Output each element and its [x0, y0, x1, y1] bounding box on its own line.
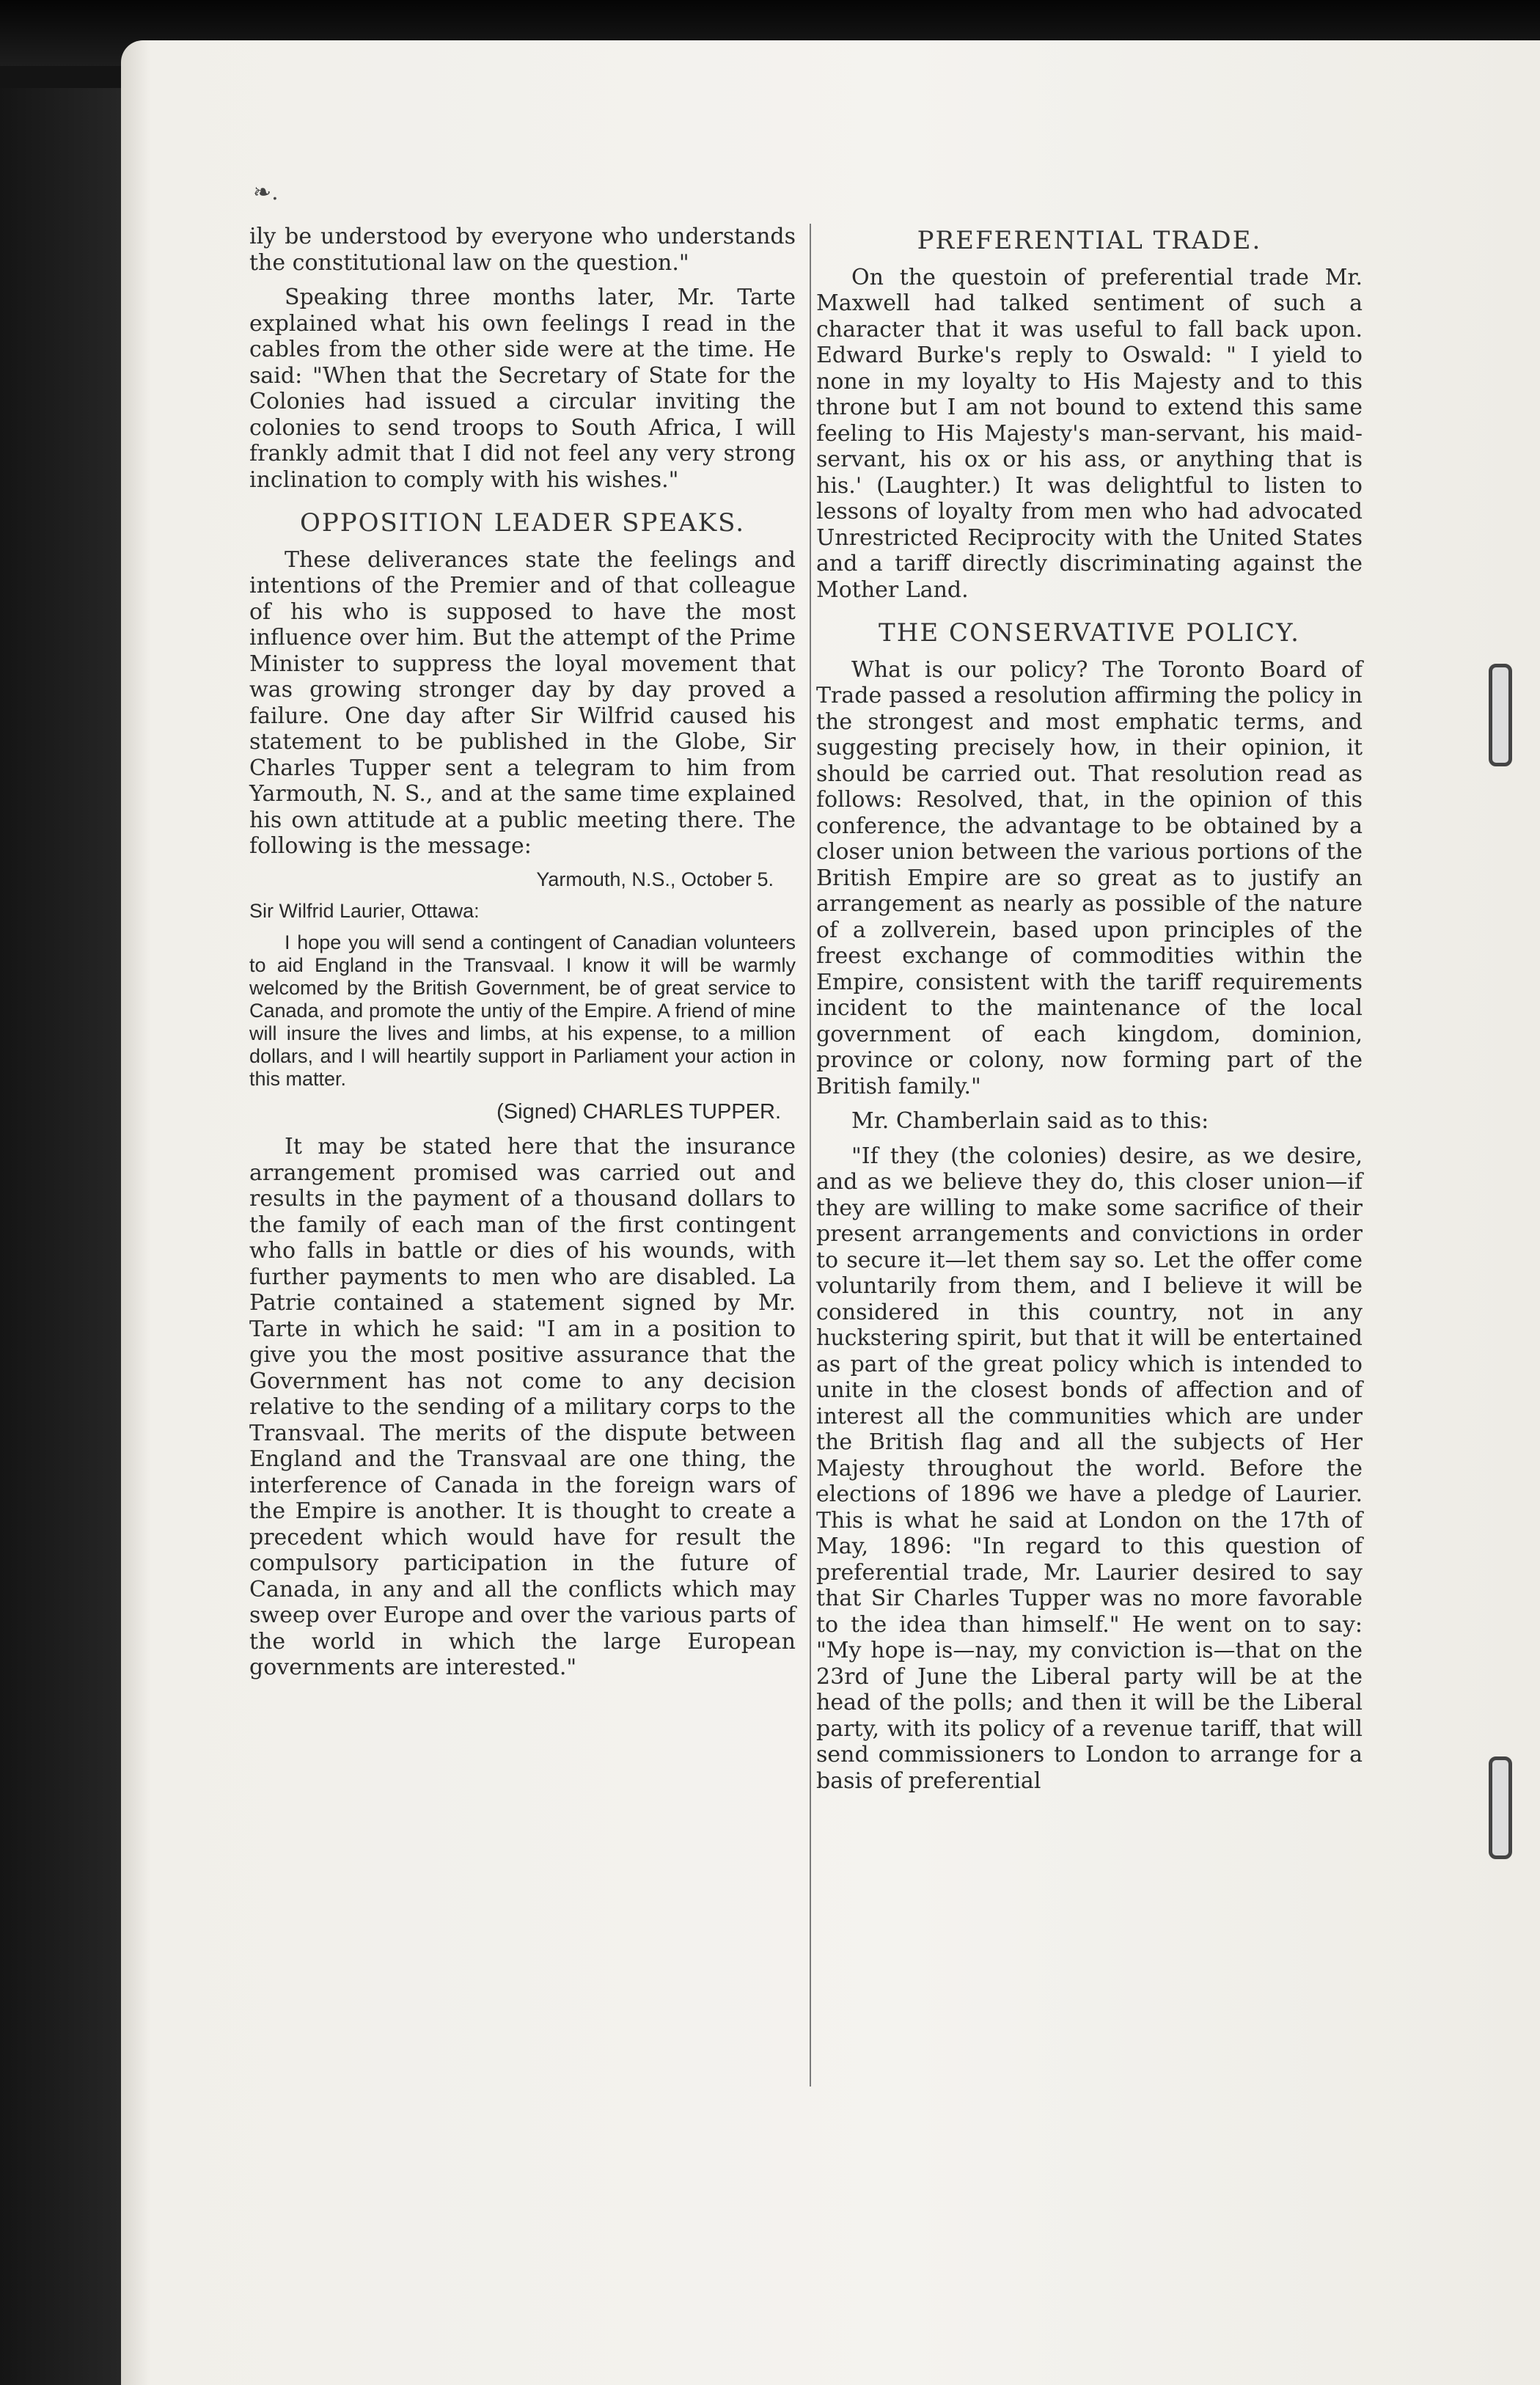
left-paragraph-4: It may be stated here that the insurance arrangement promised was carried out and results in the payment of a thousand dollars to the family of each man of the first contingent who falls in battle or dies of his wounds, with further payments to men who are disabled. La Patrie contained a statement signed by Mr. Tarte in which he said: "I am in a position to give you the most positive assurance that the Government has not come to any decision relative to the sending of a military corps to the Transvaal. The merits of the dispute between England and the Transvaal are one thing, the interference of Canada in the foreign wars of the Empire is another. It is thought to create a precedent which would have for result the compulsory participation in the future of Canada, in any and all the conflicts which may sweep over Europe and over the various parts of the world in which the large European governments are interested."	[249, 1134, 796, 1680]
page-mark: ❧.	[253, 180, 279, 205]
right-column	[816, 224, 1363, 1803]
telegram-place-date: Yarmouth, N.S., October 5.	[536, 868, 774, 890]
left-paragraph-3: These deliverances state the feelings and intentions of the Premier and of that colleague of his who is supposed to have the most influence over him. But the attempt of the Prime Minister to suppress the loyal movement that was growing stronger day by day proved a failure. One day after Sir Wilfrid caused his statement to be published in the Globe, Sir Charles Tupper sent a telegram to him from Yarmouth, N. S., and at the same time explained his own attitude at a public meeting there. The following is the message:	[249, 546, 796, 859]
right-paragraph-3: Mr. Chamberlain said as to this:	[851, 1108, 1209, 1134]
heading-opposition-leader: OPPOSITION LEADER SPEAKS.	[299, 508, 746, 538]
heading-preferential-trade: PREFERENTIAL TRADE.	[917, 226, 1262, 255]
telegram-signature: (Signed) CHARLES TUPPER.	[496, 1099, 781, 1124]
right-paragraph-4: "If they (the colonies) desire, as we desire, and as we believe they do, this closer union—if they are willing to make some sacrifice of their present arrangements and convictions in order to secure it—let them say so. Let the offer come voluntarily from them, and I believe it will be considered in this country, not in any huckstering spirit, but that it will be entertained as part of the great policy which is intended to unite in the closest bonds of affection and of interest all the communities which are under the British flag and all the subjects of Her Majesty throughout the world. Before the elections of 1896 we have a pledge of Laurier. This is what he said at London on the 17th of May, 1896: "In regard to this question of preferential trade, Mr. Laurier desired to say that Sir Charles Tupper was no more favorable to the idea than himself." He went on to say: "My hope is—nay, my conviction is—that on the 23rd of June the Liberal party will be at the head of the polls; and then it will be the Liberal party, with its policy of a revenue tariff, that will send commissioners to London to arrange for a basis of preferential	[816, 1143, 1363, 1794]
scan-border-left	[0, 88, 121, 2385]
left-column	[249, 224, 796, 1690]
left-paragraph-1: ily be understood by everyone who understands the constitutional law on the question."	[249, 224, 796, 276]
left-paragraph-2: Speaking three months later, Mr. Tarte explained what his own feelings I read in the cables from the other side were at the time. He said: "When that the Secretary of State for the Colonies had issued a circular inviting the colonies to send troops to South Africa, I will frankly admit that I did not feel any very strong inclination to comply with his wishes."	[249, 285, 796, 493]
column-divider	[810, 224, 811, 2087]
heading-conservative-policy: THE CONSERVATIVE POLICY.	[879, 618, 1300, 648]
binding-clip-upper	[1489, 664, 1512, 766]
telegram-body: I hope you will send a contingent of Canadian volunteers to aid England in the Transvaal. I know it will be warmly welcomed by the British Government, be of great service to Canada, and promote the untiy of the Empire. A friend of mine will insure the lives and limbs, at his expense, to a million dollars, and I will heartily support in Parliament your action in this matter.	[249, 931, 796, 1090]
right-paragraph-2: What is our policy? The Toronto Board of Trade passed a resolution affirming the policy in the strongest and most emphatic terms, and suggesting precisely how, in their opinion, it should be carried out. That resolution read as follows: Resolved, that, in the opinion of this conference, the advantage to be obtained by a closer union between the various portions of the British Empire are so great as to justify an arrangement as nearly as possible of the nature of a zollverein, based upon principles of the freest exchange of commodities within the Empire, consistent with the tariff requirements incident to the maintenance of the local government of each kingdom, dominion, province or colony, now forming part of the British family."	[816, 656, 1363, 1099]
binding-clip-lower	[1489, 1756, 1512, 1859]
right-paragraph-1: On the questoin of preferential trade Mr. Maxwell had talked sentiment of such a character that it was useful to fall back upon. Edward Burke's reply to Oswald: " I yield to none in my loyalty to His Majesty and to this throne but I am not bound to extend this same feeling to His Majesty's man-servant, his maid-servant, his ox or his ass, or anything that is his.' (Laughter.) It was delightful to listen to lessons of loyalty from men who had advocated Unrestricted Reciprocity with the United States and a tariff directly discriminating against the Mother Land.	[816, 264, 1363, 603]
telegram-addressee: Sir Wilfrid Laurier, Ottawa:	[249, 899, 480, 922]
